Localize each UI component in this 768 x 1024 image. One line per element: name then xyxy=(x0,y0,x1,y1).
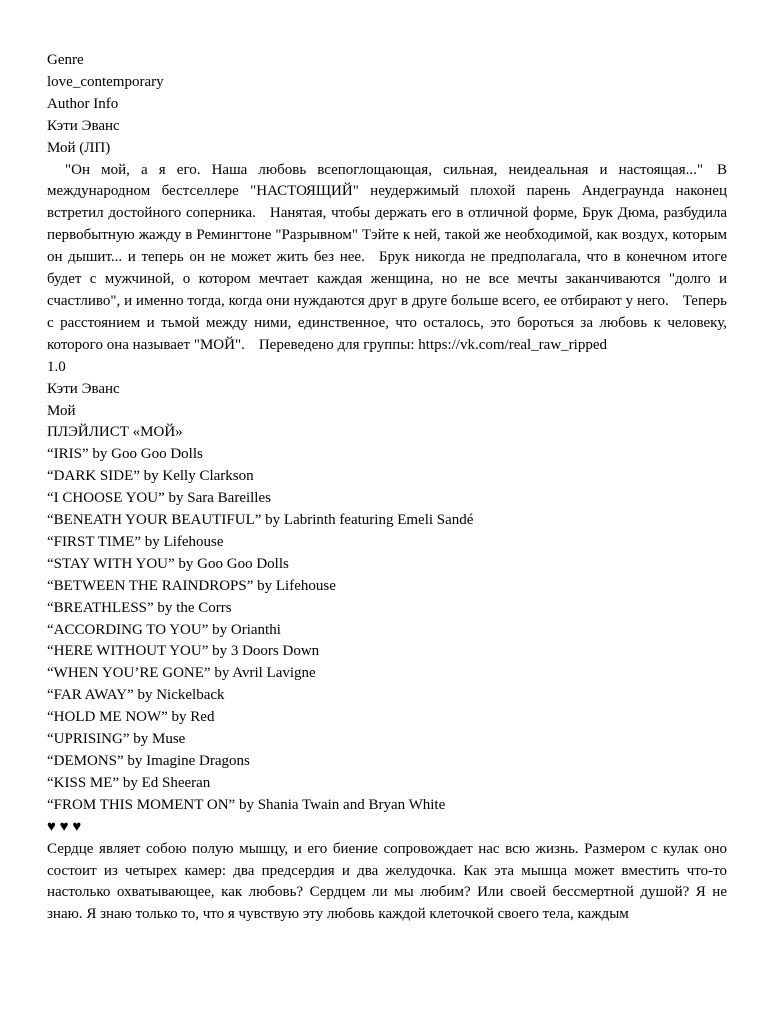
body-paragraph: Сердце являет собою полую мышцу, и его биение сопровождает нас всю жизнь. Размером с кулак оно состоит из четырех камер: два предсердия и два желудочка. Как эта мышца может вместить что-то настолько охватывающее, как любовь? Сердцем ли мы любим? Или своей бессмертной душой? Я не знаю. Я знаю только то, что я чувствую эту любовь каждой клеточкой своего тела, каждым xyxy=(47,840,727,923)
version-number: 1.0 xyxy=(47,358,66,375)
playlist-item: “FROM THIS MOMENT ON” by Shania Twain and Bryan White xyxy=(47,796,446,813)
heart-separator: ♥ ♥ ♥ xyxy=(47,818,82,835)
book-title-series: Мой (ЛП) xyxy=(47,139,111,156)
playlist-item: “BETWEEN THE RAINDROPS” by Lifehouse xyxy=(47,577,336,594)
author-name: Кэти Эванс xyxy=(47,117,120,134)
playlist-item: “ACCORDING TO YOU” by Orianthi xyxy=(47,621,281,638)
playlist-item: “HERE WITHOUT YOU” by 3 Doors Down xyxy=(47,643,320,660)
annotation-sentence: Переведено для группы: https://vk.com/real_raw_ripped xyxy=(258,336,607,353)
author-name-repeat: Кэти Эванс xyxy=(47,380,120,397)
author-info-label: Author Info xyxy=(47,95,119,112)
annotation-paragraph xyxy=(47,160,727,357)
playlist-item: “HOLD ME NOW” by Red xyxy=(47,709,215,726)
annotation-sentence: "Он мой, а я его. Наша любовь всепоглощающая, сильная, неидеальная и настоящая..." xyxy=(65,161,703,178)
playlist-heading: ПЛЭЙЛИСТ «МОЙ» xyxy=(47,424,183,441)
playlist-item: “FIRST TIME” by Lifehouse xyxy=(47,533,224,550)
playlist-list xyxy=(47,444,727,816)
playlist-item: “DEMONS” by Imagine Dragons xyxy=(47,753,250,769)
playlist-item: “KISS ME” by Ed Sheeran xyxy=(47,774,211,791)
playlist-item: “BREATHLESS” by the Corrs xyxy=(47,599,232,616)
document-page xyxy=(47,50,727,926)
playlist-item: “WHEN YOU’RE GONE” by Avril Lavigne xyxy=(47,665,316,682)
annotation-sentence: Нанятая, чтобы держать его в отличной форме, Брук Дюма, разбудила первобытную жажду в Ремингтоне "Разрывном" Тэйте к ней, такой же необходимой, как воздух, которым он дышит... и теперь он не может жить без нее. xyxy=(47,205,727,266)
playlist-item: “UPRISING” by Muse xyxy=(47,731,186,748)
playlist-item: “FAR AWAY” by Nickelback xyxy=(47,687,225,704)
playlist-item: “DARK SIDE” by Kelly Clarkson xyxy=(47,468,254,485)
playlist-item: “I CHOOSE YOU” by Sara Bareilles xyxy=(47,490,271,507)
genre-label: Genre xyxy=(47,52,84,68)
annotation-sentence: Теперь с расстоянием и тьмой между ними, единственное, что осталось, это бороться за любовь к человеку, которого она называет "МОЙ". xyxy=(47,292,727,353)
book-title: Мой xyxy=(47,402,76,419)
playlist-item: “IRIS” by Goo Goo Dolls xyxy=(47,446,203,463)
playlist-item: “STAY WITH YOU” by Goo Goo Dolls xyxy=(47,555,289,572)
annotation-sentence: Брук никогда не предполагала, что в конечном итоге будет с мужчиной, о котором мечтает каждая женщина, но не все мечты заканчиваются "долго и счастливо", и именно тогда, когда они нуждаются друг в друге больше всего, ее отбирают у него. xyxy=(47,249,727,309)
annotation-sentence: В международном бестселлере "НАСТОЯЩИЙ" неудержимый плохой парень Андеграунда наконец встретил достойного соперника. xyxy=(47,161,727,222)
playlist-item: “BENEATH YOUR BEAUTIFUL” by Labrinth featuring Emeli Sandé xyxy=(47,512,474,529)
genre-value: love_contemporary xyxy=(47,73,164,90)
